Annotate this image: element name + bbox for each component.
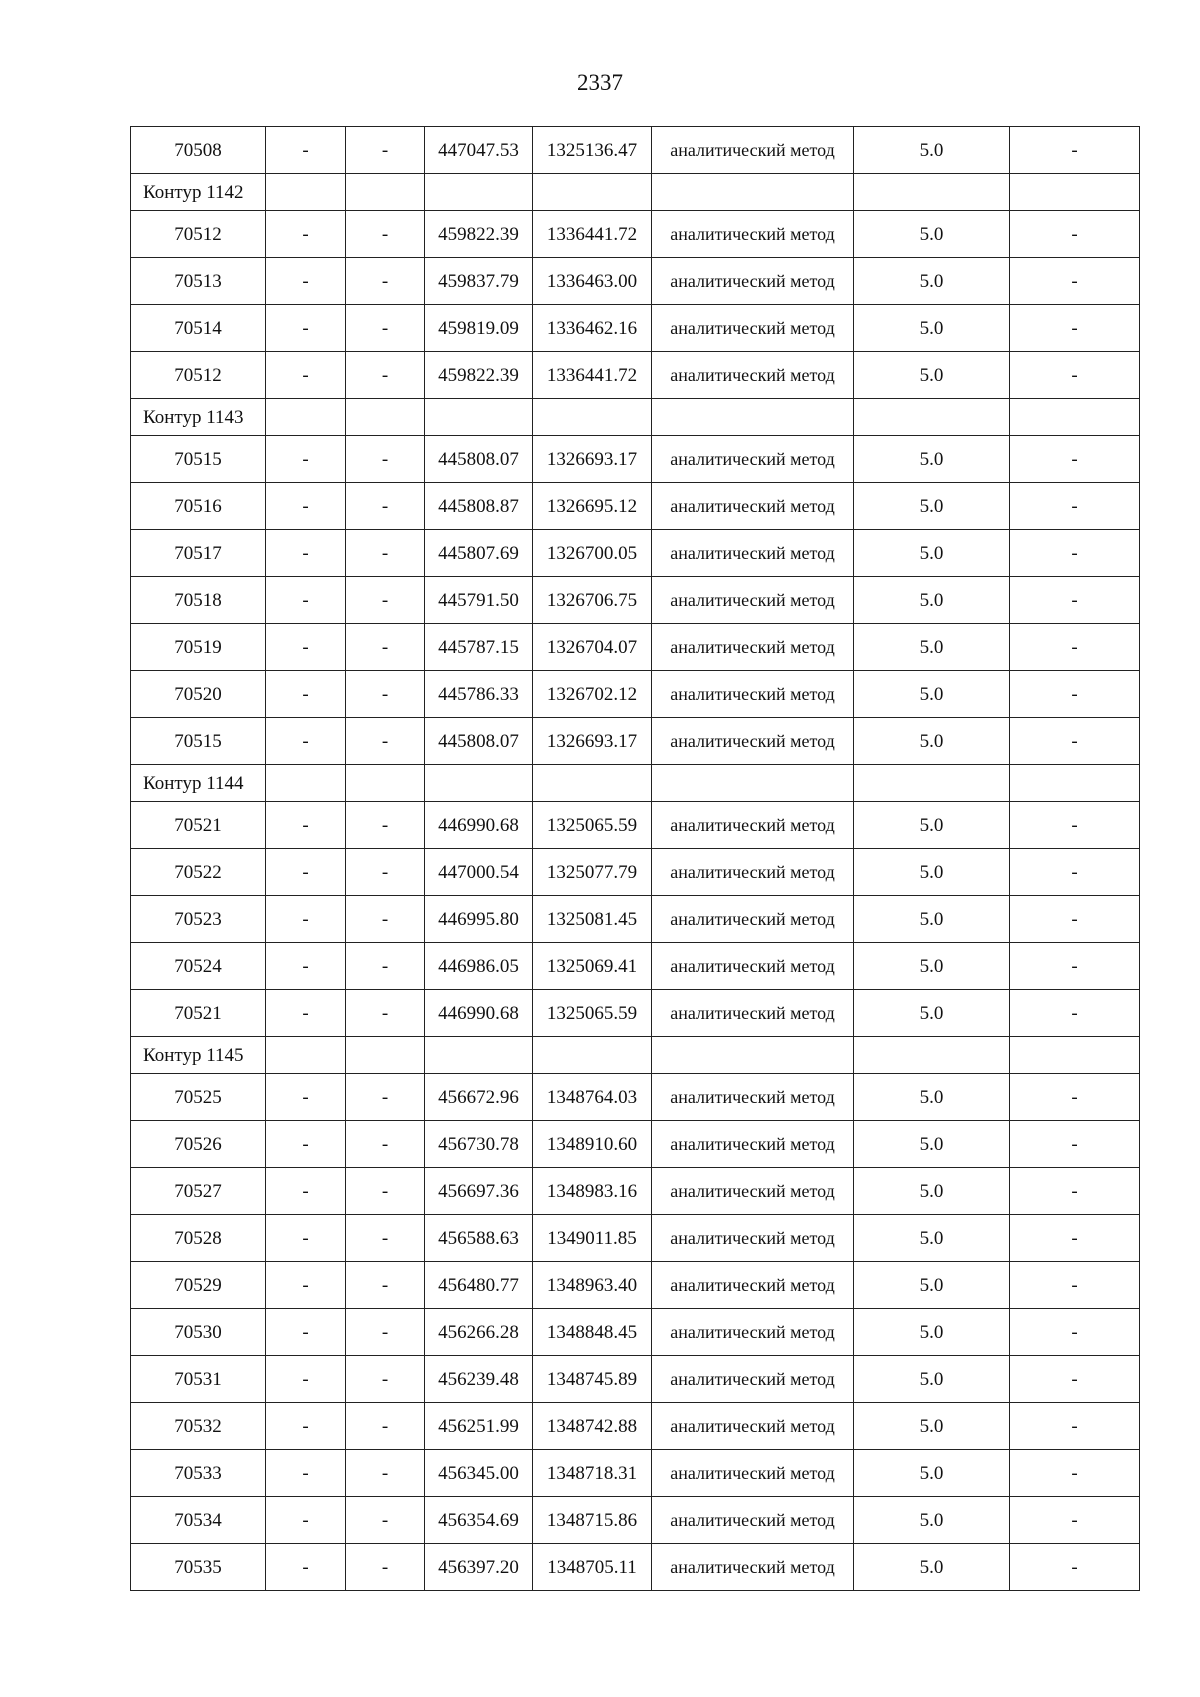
point-number-cell: 70533 (131, 1450, 266, 1497)
method-cell: аналитический метод (652, 1497, 854, 1544)
empty-cell-a: - (266, 990, 346, 1037)
empty-cell (652, 765, 854, 802)
method-cell: аналитический метод (652, 530, 854, 577)
description-cell: - (1010, 1356, 1140, 1403)
method-cell: аналитический метод (652, 211, 854, 258)
accuracy-cell: 5.0 (854, 718, 1010, 765)
method-cell: аналитический метод (652, 258, 854, 305)
method-cell: аналитический метод (652, 1309, 854, 1356)
table-row (131, 990, 1140, 1037)
accuracy-cell: 5.0 (854, 258, 1010, 305)
method-cell: аналитический метод (652, 352, 854, 399)
point-number-cell: 70513 (131, 258, 266, 305)
empty-cell-a: - (266, 718, 346, 765)
table-row (131, 943, 1140, 990)
empty-cell-b: - (346, 1450, 425, 1497)
empty-cell-a: - (266, 436, 346, 483)
x-coordinate-cell: 447000.54 (425, 849, 533, 896)
empty-cell-a: - (266, 849, 346, 896)
x-coordinate-cell: 459822.39 (425, 211, 533, 258)
empty-cell-b: - (346, 127, 425, 174)
x-coordinate-cell: 456730.78 (425, 1121, 533, 1168)
empty-cell-b: - (346, 1309, 425, 1356)
x-coordinate-cell: 445786.33 (425, 671, 533, 718)
method-cell: аналитический метод (652, 483, 854, 530)
y-coordinate-cell: 1336441.72 (533, 352, 652, 399)
point-number-cell: 70526 (131, 1121, 266, 1168)
point-number-cell: 70520 (131, 671, 266, 718)
y-coordinate-cell: 1348848.45 (533, 1309, 652, 1356)
empty-cell-a: - (266, 1497, 346, 1544)
description-cell: - (1010, 943, 1140, 990)
empty-cell-a: - (266, 352, 346, 399)
x-coordinate-cell: 445808.07 (425, 718, 533, 765)
empty-cell (533, 174, 652, 211)
table-row (131, 849, 1140, 896)
accuracy-cell: 5.0 (854, 943, 1010, 990)
method-cell: аналитический метод (652, 802, 854, 849)
empty-cell (533, 1037, 652, 1074)
contour-header-row (131, 399, 1140, 436)
y-coordinate-cell: 1348910.60 (533, 1121, 652, 1168)
x-coordinate-cell: 446990.68 (425, 802, 533, 849)
method-cell: аналитический метод (652, 436, 854, 483)
accuracy-cell: 5.0 (854, 1403, 1010, 1450)
empty-cell (425, 174, 533, 211)
y-coordinate-cell: 1326706.75 (533, 577, 652, 624)
method-cell: аналитический метод (652, 1121, 854, 1168)
method-cell: аналитический метод (652, 896, 854, 943)
point-number-cell: 70508 (131, 127, 266, 174)
empty-cell-a: - (266, 1262, 346, 1309)
table-row (131, 1450, 1140, 1497)
empty-cell-a: - (266, 530, 346, 577)
empty-cell (854, 174, 1010, 211)
empty-cell-b: - (346, 1074, 425, 1121)
x-coordinate-cell: 447047.53 (425, 127, 533, 174)
point-number-cell: 70512 (131, 352, 266, 399)
contour-name: Контур 1142 (131, 174, 266, 211)
y-coordinate-cell: 1325081.45 (533, 896, 652, 943)
point-number-cell: 70531 (131, 1356, 266, 1403)
table-row (131, 1121, 1140, 1168)
empty-cell-b: - (346, 577, 425, 624)
point-number-cell: 70528 (131, 1215, 266, 1262)
empty-cell-b: - (346, 718, 425, 765)
table-row (131, 305, 1140, 352)
description-cell: - (1010, 802, 1140, 849)
x-coordinate-cell: 445808.07 (425, 436, 533, 483)
table-row (131, 1403, 1140, 1450)
empty-cell (346, 399, 425, 436)
point-number-cell: 70516 (131, 483, 266, 530)
accuracy-cell: 5.0 (854, 624, 1010, 671)
accuracy-cell: 5.0 (854, 896, 1010, 943)
empty-cell-a: - (266, 1356, 346, 1403)
table-row (131, 896, 1140, 943)
table-row (131, 577, 1140, 624)
empty-cell-b: - (346, 671, 425, 718)
y-coordinate-cell: 1336462.16 (533, 305, 652, 352)
accuracy-cell: 5.0 (854, 1497, 1010, 1544)
point-number-cell: 70529 (131, 1262, 266, 1309)
empty-cell-a: - (266, 258, 346, 305)
empty-cell (266, 1037, 346, 1074)
method-cell: аналитический метод (652, 305, 854, 352)
empty-cell (533, 399, 652, 436)
accuracy-cell: 5.0 (854, 577, 1010, 624)
table-row (131, 436, 1140, 483)
empty-cell-b: - (346, 1403, 425, 1450)
table-row (131, 1356, 1140, 1403)
table-row (131, 530, 1140, 577)
accuracy-cell: 5.0 (854, 1121, 1010, 1168)
table-row (131, 671, 1140, 718)
x-coordinate-cell: 456697.36 (425, 1168, 533, 1215)
point-number-cell: 70524 (131, 943, 266, 990)
table-row (131, 1544, 1140, 1591)
empty-cell-b: - (346, 1497, 425, 1544)
empty-cell-a: - (266, 483, 346, 530)
empty-cell-b: - (346, 943, 425, 990)
y-coordinate-cell: 1326700.05 (533, 530, 652, 577)
empty-cell-a: - (266, 671, 346, 718)
y-coordinate-cell: 1348715.86 (533, 1497, 652, 1544)
accuracy-cell: 5.0 (854, 1309, 1010, 1356)
empty-cell-b: - (346, 483, 425, 530)
empty-cell-b: - (346, 849, 425, 896)
description-cell: - (1010, 1262, 1140, 1309)
empty-cell (652, 399, 854, 436)
table-row (131, 258, 1140, 305)
empty-cell-a: - (266, 1121, 346, 1168)
empty-cell (425, 399, 533, 436)
table-row (131, 352, 1140, 399)
point-number-cell: 70530 (131, 1309, 266, 1356)
x-coordinate-cell: 445787.15 (425, 624, 533, 671)
method-cell: аналитический метод (652, 849, 854, 896)
description-cell: - (1010, 671, 1140, 718)
x-coordinate-cell: 446986.05 (425, 943, 533, 990)
empty-cell-a: - (266, 896, 346, 943)
point-number-cell: 70517 (131, 530, 266, 577)
empty-cell-a: - (266, 1544, 346, 1591)
empty-cell (652, 1037, 854, 1074)
point-number-cell: 70532 (131, 1403, 266, 1450)
y-coordinate-cell: 1348718.31 (533, 1450, 652, 1497)
description-cell: - (1010, 483, 1140, 530)
table-row (131, 624, 1140, 671)
y-coordinate-cell: 1336463.00 (533, 258, 652, 305)
empty-cell (266, 399, 346, 436)
empty-cell-b: - (346, 530, 425, 577)
empty-cell-b: - (346, 990, 425, 1037)
point-number-cell: 70525 (131, 1074, 266, 1121)
x-coordinate-cell: 446990.68 (425, 990, 533, 1037)
y-coordinate-cell: 1348705.11 (533, 1544, 652, 1591)
point-number-cell: 70515 (131, 436, 266, 483)
empty-cell-a: - (266, 1074, 346, 1121)
y-coordinate-cell: 1326693.17 (533, 718, 652, 765)
empty-cell-b: - (346, 1262, 425, 1309)
contour-name: Контур 1145 (131, 1037, 266, 1074)
point-number-cell: 70527 (131, 1168, 266, 1215)
point-number-cell: 70518 (131, 577, 266, 624)
table-row (131, 1309, 1140, 1356)
contour-name: Контур 1143 (131, 399, 266, 436)
point-number-cell: 70521 (131, 990, 266, 1037)
empty-cell (266, 765, 346, 802)
y-coordinate-cell: 1326695.12 (533, 483, 652, 530)
description-cell: - (1010, 1309, 1140, 1356)
empty-cell (346, 765, 425, 802)
x-coordinate-cell: 456588.63 (425, 1215, 533, 1262)
table-row (131, 802, 1140, 849)
point-number-cell: 70519 (131, 624, 266, 671)
empty-cell-a: - (266, 1168, 346, 1215)
table-row (131, 211, 1140, 258)
empty-cell-a: - (266, 943, 346, 990)
point-number-cell: 70522 (131, 849, 266, 896)
accuracy-cell: 5.0 (854, 436, 1010, 483)
point-number-cell: 70515 (131, 718, 266, 765)
method-cell: аналитический метод (652, 1403, 854, 1450)
empty-cell-b: - (346, 1215, 425, 1262)
x-coordinate-cell: 456397.20 (425, 1544, 533, 1591)
description-cell: - (1010, 1121, 1140, 1168)
method-cell: аналитический метод (652, 990, 854, 1037)
description-cell: - (1010, 530, 1140, 577)
y-coordinate-cell: 1325136.47 (533, 127, 652, 174)
empty-cell (854, 1037, 1010, 1074)
table-body (131, 127, 1140, 1591)
empty-cell (854, 399, 1010, 436)
accuracy-cell: 5.0 (854, 1215, 1010, 1262)
empty-cell (1010, 765, 1140, 802)
accuracy-cell: 5.0 (854, 1356, 1010, 1403)
empty-cell-a: - (266, 1215, 346, 1262)
method-cell: аналитический метод (652, 1074, 854, 1121)
description-cell: - (1010, 305, 1140, 352)
x-coordinate-cell: 459819.09 (425, 305, 533, 352)
table-row (131, 1215, 1140, 1262)
method-cell: аналитический метод (652, 1544, 854, 1591)
method-cell: аналитический метод (652, 718, 854, 765)
table-row (131, 127, 1140, 174)
accuracy-cell: 5.0 (854, 530, 1010, 577)
x-coordinate-cell: 456354.69 (425, 1497, 533, 1544)
description-cell: - (1010, 211, 1140, 258)
y-coordinate-cell: 1325077.79 (533, 849, 652, 896)
y-coordinate-cell: 1326693.17 (533, 436, 652, 483)
y-coordinate-cell: 1325069.41 (533, 943, 652, 990)
accuracy-cell: 5.0 (854, 352, 1010, 399)
contour-name: Контур 1144 (131, 765, 266, 802)
accuracy-cell: 5.0 (854, 990, 1010, 1037)
description-cell: - (1010, 436, 1140, 483)
table-row (131, 483, 1140, 530)
empty-cell-b: - (346, 305, 425, 352)
empty-cell-b: - (346, 1168, 425, 1215)
accuracy-cell: 5.0 (854, 211, 1010, 258)
empty-cell-b: - (346, 1121, 425, 1168)
description-cell: - (1010, 624, 1140, 671)
method-cell: аналитический метод (652, 624, 854, 671)
y-coordinate-cell: 1326702.12 (533, 671, 652, 718)
accuracy-cell: 5.0 (854, 1074, 1010, 1121)
empty-cell-b: - (346, 352, 425, 399)
accuracy-cell: 5.0 (854, 802, 1010, 849)
table-row (131, 1262, 1140, 1309)
empty-cell-a: - (266, 211, 346, 258)
description-cell: - (1010, 1497, 1140, 1544)
empty-cell-a: - (266, 1450, 346, 1497)
empty-cell (425, 1037, 533, 1074)
empty-cell-b: - (346, 802, 425, 849)
accuracy-cell: 5.0 (854, 483, 1010, 530)
x-coordinate-cell: 459837.79 (425, 258, 533, 305)
x-coordinate-cell: 445808.87 (425, 483, 533, 530)
empty-cell (1010, 1037, 1140, 1074)
empty-cell-a: - (266, 1403, 346, 1450)
x-coordinate-cell: 445807.69 (425, 530, 533, 577)
accuracy-cell: 5.0 (854, 305, 1010, 352)
x-coordinate-cell: 445791.50 (425, 577, 533, 624)
contour-header-row (131, 174, 1140, 211)
empty-cell-a: - (266, 624, 346, 671)
method-cell: аналитический метод (652, 1356, 854, 1403)
x-coordinate-cell: 456251.99 (425, 1403, 533, 1450)
x-coordinate-cell: 456672.96 (425, 1074, 533, 1121)
empty-cell (346, 174, 425, 211)
x-coordinate-cell: 456345.00 (425, 1450, 533, 1497)
accuracy-cell: 5.0 (854, 849, 1010, 896)
method-cell: аналитический метод (652, 1450, 854, 1497)
table-row (131, 718, 1140, 765)
description-cell: - (1010, 1168, 1140, 1215)
y-coordinate-cell: 1348963.40 (533, 1262, 652, 1309)
point-number-cell: 70512 (131, 211, 266, 258)
empty-cell (425, 765, 533, 802)
empty-cell-b: - (346, 896, 425, 943)
y-coordinate-cell: 1348983.16 (533, 1168, 652, 1215)
method-cell: аналитический метод (652, 943, 854, 990)
method-cell: аналитический метод (652, 1215, 854, 1262)
accuracy-cell: 5.0 (854, 1168, 1010, 1215)
method-cell: аналитический метод (652, 127, 854, 174)
coordinates-table (130, 126, 1140, 1591)
point-number-cell: 70523 (131, 896, 266, 943)
accuracy-cell: 5.0 (854, 671, 1010, 718)
table-row (131, 1497, 1140, 1544)
x-coordinate-cell: 456266.28 (425, 1309, 533, 1356)
description-cell: - (1010, 718, 1140, 765)
x-coordinate-cell: 456480.77 (425, 1262, 533, 1309)
y-coordinate-cell: 1326704.07 (533, 624, 652, 671)
y-coordinate-cell: 1325065.59 (533, 802, 652, 849)
empty-cell-a: - (266, 305, 346, 352)
empty-cell-b: - (346, 1356, 425, 1403)
x-coordinate-cell: 459822.39 (425, 352, 533, 399)
description-cell: - (1010, 258, 1140, 305)
method-cell: аналитический метод (652, 671, 854, 718)
accuracy-cell: 5.0 (854, 1544, 1010, 1591)
empty-cell-b: - (346, 1544, 425, 1591)
empty-cell (1010, 174, 1140, 211)
method-cell: аналитический метод (652, 577, 854, 624)
empty-cell-a: - (266, 127, 346, 174)
method-cell: аналитический метод (652, 1168, 854, 1215)
description-cell: - (1010, 1544, 1140, 1591)
empty-cell (533, 765, 652, 802)
y-coordinate-cell: 1336441.72 (533, 211, 652, 258)
empty-cell (652, 174, 854, 211)
y-coordinate-cell: 1325065.59 (533, 990, 652, 1037)
description-cell: - (1010, 1074, 1140, 1121)
description-cell: - (1010, 352, 1140, 399)
description-cell: - (1010, 577, 1140, 624)
accuracy-cell: 5.0 (854, 1262, 1010, 1309)
accuracy-cell: 5.0 (854, 1450, 1010, 1497)
description-cell: - (1010, 1215, 1140, 1262)
empty-cell-b: - (346, 624, 425, 671)
y-coordinate-cell: 1348745.89 (533, 1356, 652, 1403)
page-number: 2337 (577, 70, 623, 95)
description-cell: - (1010, 849, 1140, 896)
empty-cell (266, 174, 346, 211)
x-coordinate-cell: 446995.80 (425, 896, 533, 943)
empty-cell-b: - (346, 436, 425, 483)
table-row (131, 1168, 1140, 1215)
description-cell: - (1010, 127, 1140, 174)
empty-cell-a: - (266, 1309, 346, 1356)
description-cell: - (1010, 1403, 1140, 1450)
y-coordinate-cell: 1348764.03 (533, 1074, 652, 1121)
empty-cell-b: - (346, 211, 425, 258)
empty-cell (1010, 399, 1140, 436)
empty-cell (346, 1037, 425, 1074)
x-coordinate-cell: 456239.48 (425, 1356, 533, 1403)
description-cell: - (1010, 896, 1140, 943)
point-number-cell: 70521 (131, 802, 266, 849)
description-cell: - (1010, 1450, 1140, 1497)
method-cell: аналитический метод (652, 1262, 854, 1309)
empty-cell-a: - (266, 577, 346, 624)
point-number-cell: 70514 (131, 305, 266, 352)
table-row (131, 1074, 1140, 1121)
y-coordinate-cell: 1349011.85 (533, 1215, 652, 1262)
empty-cell-a: - (266, 802, 346, 849)
point-number-cell: 70534 (131, 1497, 266, 1544)
contour-header-row (131, 1037, 1140, 1074)
accuracy-cell: 5.0 (854, 127, 1010, 174)
y-coordinate-cell: 1348742.88 (533, 1403, 652, 1450)
empty-cell-b: - (346, 258, 425, 305)
contour-header-row (131, 765, 1140, 802)
point-number-cell: 70535 (131, 1544, 266, 1591)
empty-cell (854, 765, 1010, 802)
description-cell: - (1010, 990, 1140, 1037)
